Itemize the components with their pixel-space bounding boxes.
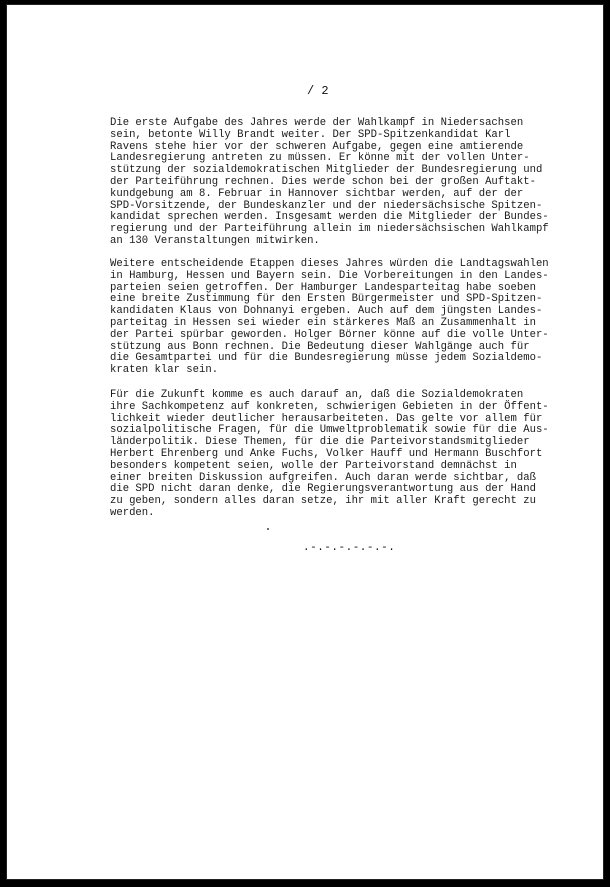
text-line: kandidat sprechen werden. Insgesamt werden die Mitglieder der Bundes- — [110, 211, 549, 224]
scan-speck — [267, 528, 269, 530]
text-line: besonders kompetent seien, wolle der Parteivorstand demnächst in — [110, 459, 517, 472]
document-page — [6, 4, 604, 880]
paragraph-zukunft-sachkompetenz — [110, 390, 549, 520]
text-line: stützung aus Bonn rechnen. Die Bedeutung dieser Wahlgänge auch für — [110, 340, 530, 353]
text-line: sozialpolitische Fragen, für die Umweltproblematik sowie für die Aus- — [110, 424, 549, 437]
text-line: regierung und der Parteiführung allein im niedersächsischen Wahlkampf — [110, 223, 549, 236]
text-line: werden. — [110, 506, 155, 519]
text-line: SPD-Vorsitzende, der Bundeskanzler und der niedersächsische Spitzen- — [110, 199, 543, 212]
text-line: stützung der sozialdemokratischen Mitglieder der Bundesregierung und — [110, 164, 543, 177]
text-line: parteien seien getroffen. Der Hamburger Landesparteitag habe soeben — [110, 281, 536, 294]
text-line: der Parteiführung rechnen. Dies werde schon bei der großen Auftakt- — [110, 175, 536, 188]
text-line: Für die Zukunft komme es auch darauf an, daß die Sozialdemokraten — [110, 389, 524, 401]
text-line: in Hamburg, Hessen und Bayern sein. Die Vorbereitungen in den Landes- — [110, 269, 549, 282]
text-line: Herbert Ehrenberg und Anke Fuchs, Volker Hauff und Hermann Buschfort — [110, 447, 543, 460]
text-line: der Partei spürbar geworden. Holger Börner könne auf die volle Unter- — [110, 328, 549, 341]
text-line: die Gesamtpartei und für die Bundesregierung müsse jedem Sozialdemo- — [110, 352, 543, 365]
text-line: Weitere entscheidende Etappen dieses Jahres würden die Landtagswahlen — [110, 258, 549, 270]
text-line: kandidaten Klaus von Dohnanyi ergeben. Auch auf dem jüngsten Landes- — [110, 305, 543, 318]
end-separator: .-.-.-.-.-.-. — [303, 542, 396, 554]
text-line: Ravens stehe hier vor der schweren Aufgabe, gegen eine amtierende — [110, 140, 524, 153]
text-line: parteitag in Hessen sei wieder ein stärkeres Maß an Zusammenhalt in — [110, 316, 536, 329]
text-line: lichkeit wieder deutlicher herausarbeiteten. Das gelte vor allem für — [110, 412, 543, 425]
text-line: die SPD nicht daran denke, die Regierungsverantwortung aus der Hand — [110, 483, 536, 496]
page-number: / 2 — [307, 84, 329, 98]
paragraph-wahlkampf-niedersachsen — [110, 118, 549, 248]
text-line: ihre Sachkompetenz auf konkreten, schwierigen Gebieten in der Öffent- — [110, 400, 549, 413]
text-line: einer breiten Diskussion aufgreifen. Auch daran werde sichtbar, daß — [110, 471, 536, 484]
text-line: kraten klar sein. — [110, 364, 219, 377]
text-line: an 130 Veranstaltungen mitwirken. — [110, 234, 320, 247]
text-line: kundgebung am 8. Februar in Hannover sichtbar werden, auf der der — [110, 187, 524, 200]
text-line: eine breite Zustimmung für den Ersten Bürgermeister und SPD-Spitzen- — [110, 293, 543, 306]
text-line: zu geben, sondern alles daran setze, ihr mit aller Kraft gerecht zu — [110, 495, 536, 508]
text-line: sein, betonte Willy Brandt weiter. Der SPD-Spitzenkandidat Karl — [110, 128, 511, 141]
paragraph-landtagswahlen — [110, 259, 549, 377]
text-line: Die erste Aufgabe des Jahres werde der Wahlkampf in Niedersachsen — [110, 117, 524, 129]
text-line: länderpolitik. Diese Themen, für die die Parteivorstandsmitglieder — [110, 436, 530, 449]
text-line: Landesregierung antreten zu müssen. Er könne mit der vollen Unter- — [110, 152, 530, 165]
